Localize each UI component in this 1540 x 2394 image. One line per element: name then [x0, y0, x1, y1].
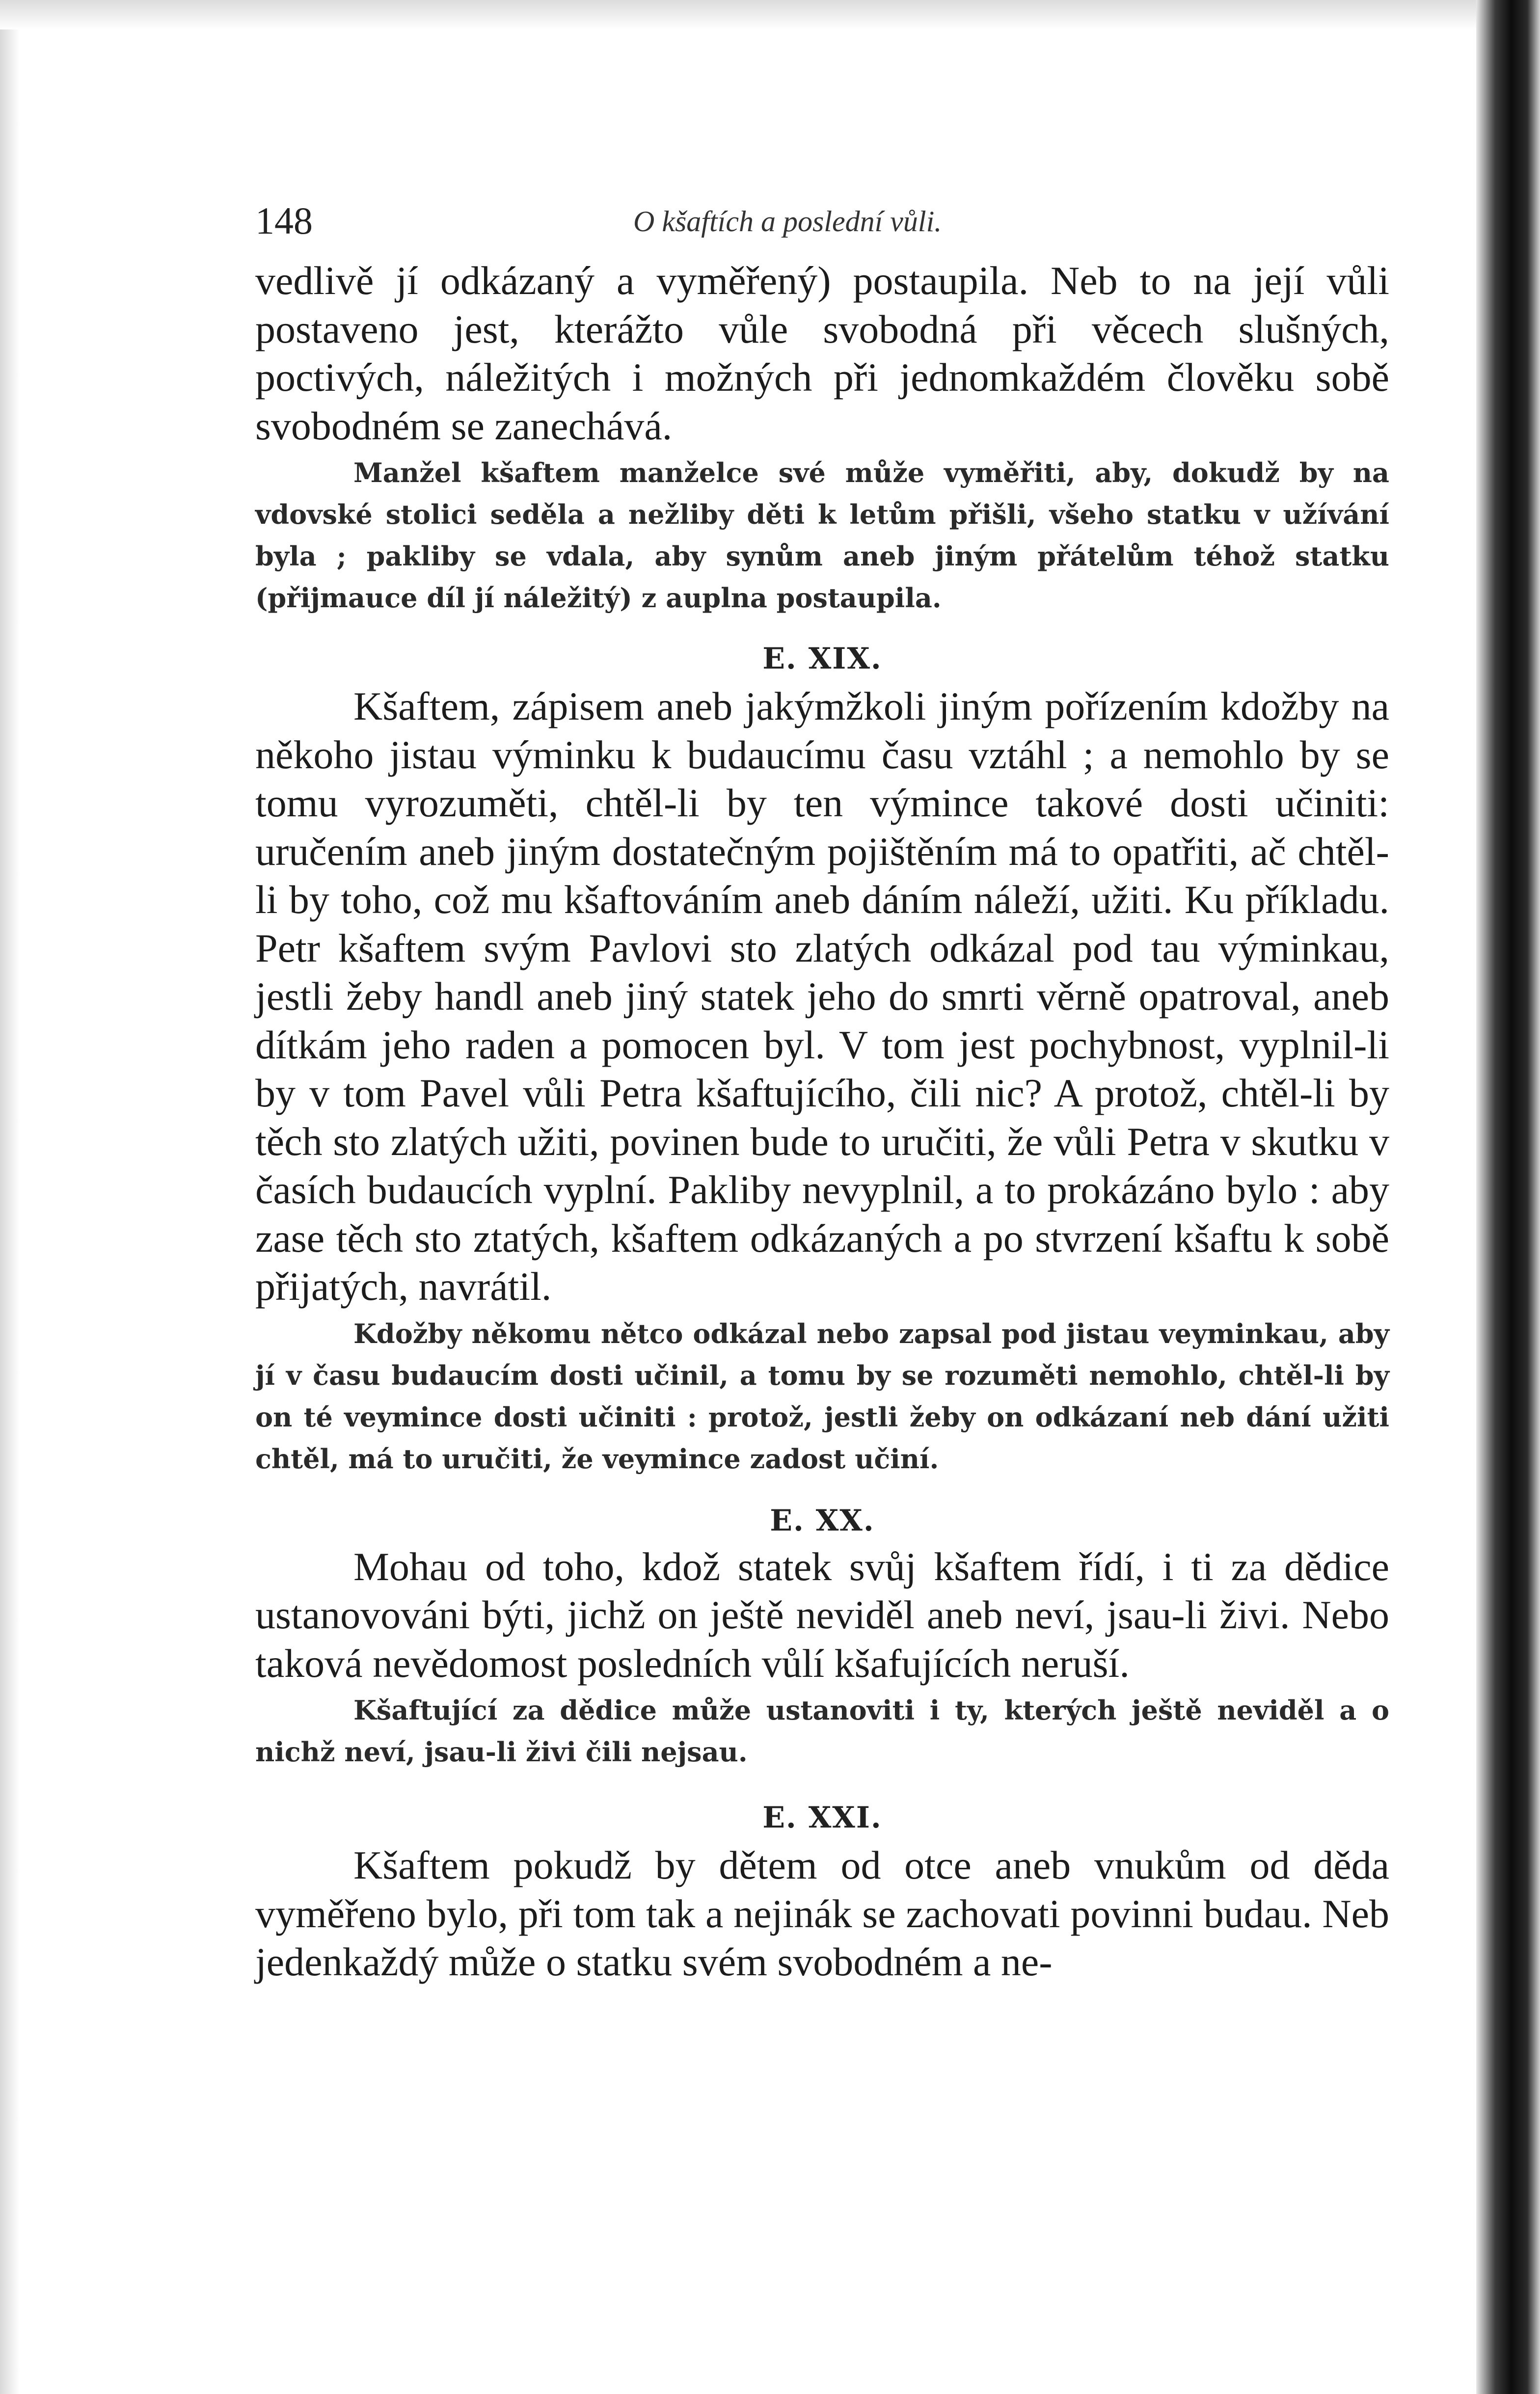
commentary-note-1: Manžel kšaftem manželce své může vyměřiti, aby, dokudž by na vdovské stolici seděla a nežliby děti k letům přišli, všeho statku v užívání byla ; pakliby se vdala, aby synům aneb jiným přátelům téhož statku (přijmauce díl jí náležitý) z auplna postaupila. — [255, 457, 1389, 614]
running-title: O kšaftích a poslední vůli. — [633, 205, 942, 238]
scan-binding-edge — [1476, 0, 1540, 2394]
paragraph-continuation: vedlivě jí odkázaný a vyměřený) postaupila. Neb to na její vůli postaveno jest, kterážto vůle svobodná při věcech slušných, poctivých, náležitých i možných při jednomkaždém člověku sobě svobodném se zanechává. — [255, 258, 1389, 448]
scan-left-margin-shadow — [0, 0, 20, 2394]
section-heading-xxi: E. XXI. — [762, 1801, 882, 1835]
paragraph-xix: Kšaftem, zápisem aneb jakýmžkoli jiným pořízením kdožby na někoho jistau výminku k budaucímu času vztáhl ; a nemohlo by se tomu vyrozuměti, chtěl-li by ten výmince takové dosti učiniti: uručením aneb jiným dostatečným pojištěním má to opatřiti, ač chtěl-li by toho, což mu kšaftováním aneb dáním náleží, užiti. Ku příkladu. Petr kšaftem svým Pavlovi sto zlatých odkázal pod tau výminkau, jestli žeby handl aneb jiný statek jeho do smrti věrně opatroval, aneb dítkám jeho raden a pomocen byl. V tom jest pochybnost, vyplnil-li by v tom Pavel vůli Petra kšaftujícího, čili nic? A protož, chtěl-li by těch sto zlatých užiti, povinen bude to uručiti, že vůli Petra v skutku v časích budaucích vyplní. Pakliby nevyplnil, a to prokázáno bylo : aby zase těch sto ztatých, kšaftem odkázaných a po stvrzení kšaftu k sobě přijatých, navrátil. — [255, 684, 1389, 1309]
book-page — [255, 194, 1389, 1987]
commentary-note-3: Kšaftující za dědice může ustanoviti i ty, kterých ještě neviděl a o nichž neví, jsau-li živi čili nejsau. — [255, 1695, 1389, 1768]
paragraph-xxi: Kšaftem pokudž by dětem od otce aneb vnukům od děda vyměřeno bylo, při tom tak a nejinák se zachovati povinni budau. Neb jedenkaždý může o statku svém svobodném a ne- — [255, 1843, 1389, 1984]
paragraph-xx: Mohau od toho, kdož statek svůj kšaftem řídí, i ti za dědice ustanovováni býti, jichž on ještě neviděl aneb neví, jsau-li živi. Nebo taková nevědomost posledních vůlí kšafujících neruší. — [255, 1544, 1389, 1686]
section-heading-xix: E. XIX. — [762, 642, 882, 676]
commentary-note-2: Kdožby někomu nětco odkázal nebo zapsal pod jistau veyminkau, aby jí v času budaucím dosti učinil, a tomu by se rozuměti nemohlo, chtěl-li by on té veymince dosti učiniti : protož, jestli žeby on odkázaní neb dání užiti chtěl, má to uručiti, že veymince zadost učiní. — [255, 1318, 1389, 1475]
section-heading-xx: E. XX. — [770, 1503, 875, 1538]
scan-top-margin-shadow — [0, 0, 1476, 29]
page-number: 148 — [255, 199, 313, 242]
page-header — [255, 194, 1389, 253]
